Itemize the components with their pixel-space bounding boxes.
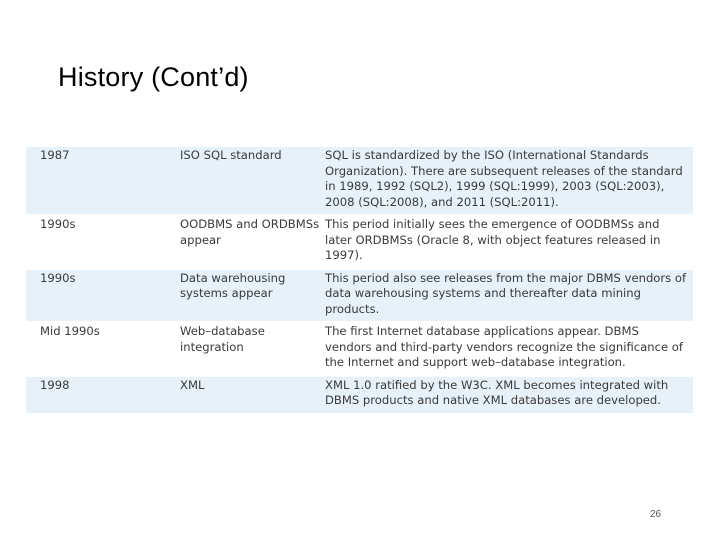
row-year: 1987 xyxy=(26,147,180,215)
row-description: This period also see releases from the major DBMS vendors of data warehousing systems and thereafter data mining products. xyxy=(325,269,693,323)
table-row xyxy=(26,322,693,376)
row-event: Web–database integration xyxy=(180,322,325,376)
row-event: XML xyxy=(180,376,325,414)
slide-title: History (Cont’d) xyxy=(58,62,249,92)
table-row xyxy=(26,215,693,269)
row-event: Data warehousing systems appear xyxy=(180,269,325,323)
row-description: This period initially sees the emergence of OODBMSs and later ORDBMSs (Oracle 8, with object features released in 1997). xyxy=(325,215,693,269)
row-event: OODBMS and ORDBMSs appear xyxy=(180,215,325,269)
row-year: Mid 1990s xyxy=(26,322,180,376)
row-year: 1990s xyxy=(26,269,180,323)
row-description: The first Internet database applications appear. DBMS vendors and third-party vendors recognize the significance of the Internet and support web–database integration. xyxy=(325,322,693,376)
row-description: SQL is standardized by the ISO (International Standards Organization). There are subsequent releases of the standard in 1989, 1992 (SQL2), 1999 (SQL:1999), 2003 (SQL:2003), 2008 (SQL:2008), and 2011 (SQL:2011). xyxy=(325,147,693,215)
row-description: XML 1.0 ratified by the W3C. XML becomes integrated with DBMS products and native XML databases are developed. xyxy=(325,376,693,414)
table-row xyxy=(26,269,693,323)
table-row xyxy=(26,147,693,215)
history-table xyxy=(26,147,693,415)
row-event: ISO SQL standard xyxy=(180,147,325,215)
page-number: 26 xyxy=(650,509,662,520)
table-row xyxy=(26,376,693,414)
row-year: 1998 xyxy=(26,376,180,414)
row-year: 1990s xyxy=(26,215,180,269)
